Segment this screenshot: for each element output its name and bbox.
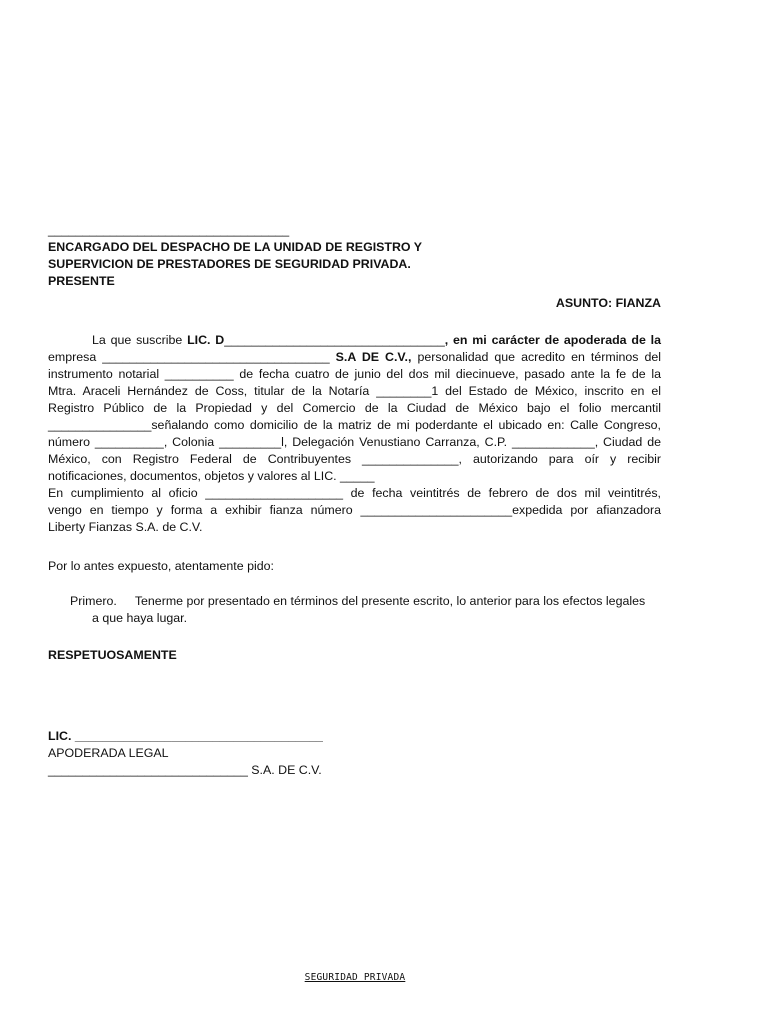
petition-item-1: [48, 593, 661, 627]
body-line-8: México, con Registro Federal de Contribuyentes ______________, autorizando para oír y recibir: [48, 452, 661, 466]
body-line-1: [48, 332, 661, 349]
body-line-6: _______________señalando como domicilio de la matriz de mi poderdante el ubicado en: Calle Congreso,: [48, 418, 661, 432]
body-line-5: Registro Público de la Propiedad y del Comercio de la Ciudad de México bajo el folio mercantil: [48, 401, 661, 415]
document-page: [48, 0, 661, 1024]
body-line-1-a: La que suscribe: [92, 333, 188, 347]
addressee-name-line: ___________________________________: [48, 223, 290, 237]
signature-lic-line: LIC. ____________________________________: [48, 729, 323, 743]
body-paragraph: [48, 332, 661, 536]
addressee-block: [48, 222, 661, 290]
body-line-1-d: , en mi carácter de apoderada de la: [444, 333, 661, 347]
body-line-4: Mtra. Araceli Hernández de Coss, titular de la Notaría ________1 del Estado de México, inscrito en el: [48, 384, 661, 398]
petition-item-1-text-2: a que haya lugar.: [92, 611, 188, 625]
body-line-2-d: personalidad que acredito en términos del: [411, 350, 661, 364]
petition-item-1-text-1: Tenerme por presentado en términos del presente escrito, lo anterior para los efectos legales: [134, 594, 646, 608]
petition-item-1-label: Primero.: [70, 594, 117, 608]
body-line-9: notificaciones, documentos, objetos y valores al LIC. _____: [48, 469, 375, 483]
body-line-3: instrumento notarial __________ de fecha cuatro de junio del dos mil diecinueve, pasado ante la fe de la: [48, 367, 661, 381]
subject-line: ASUNTO: FIANZA: [555, 296, 661, 310]
body-line-12: Liberty Fianzas S.A. de C.V.: [48, 520, 203, 534]
body-line-2: [48, 349, 661, 366]
body-line-1-c: ________________________________: [224, 333, 445, 347]
petition-line: Por lo antes expuesto, atentamente pido:: [48, 559, 274, 573]
body-line-2-c: S.A DE C.V.,: [335, 350, 412, 364]
body-line-10: En cumplimiento al oficio ____________________ de fecha veintitrés de febrero de dos mil veintitrés,: [48, 486, 661, 500]
body-line-11: vengo en tiempo y forma a exhibir fianza número ______________________expedida por afianzadora: [48, 503, 661, 517]
body-line-1-b: LIC. D: [187, 333, 225, 347]
footer-label: SEGURIDAD PRIVADA: [304, 972, 406, 983]
signature-role: APODERADA LEGAL: [48, 746, 169, 760]
body-line-2-a: empresa: [48, 350, 103, 364]
closing-label: RESPETUOSAMENTE: [48, 648, 177, 662]
petition-item-1-line-1: [48, 593, 661, 610]
addressee-title-line-2: SUPERVICION DE PRESTADORES DE SEGURIDAD PRIVADA.: [48, 257, 411, 271]
body-line-7: número __________, Colonia _________l, Delegación Venustiano Carranza, C.P. ____________, Ciudad de: [48, 435, 661, 449]
signature-company: _____________________________ S.A. DE C.V.: [48, 763, 322, 777]
signature-block: [48, 728, 661, 779]
addressee-title-line-1: ENCARGADO DEL DESPACHO DE LA UNIDAD DE REGISTRO Y: [48, 240, 423, 254]
presente-label: PRESENTE: [48, 274, 115, 288]
body-line-2-b: _________________________________: [102, 350, 336, 364]
